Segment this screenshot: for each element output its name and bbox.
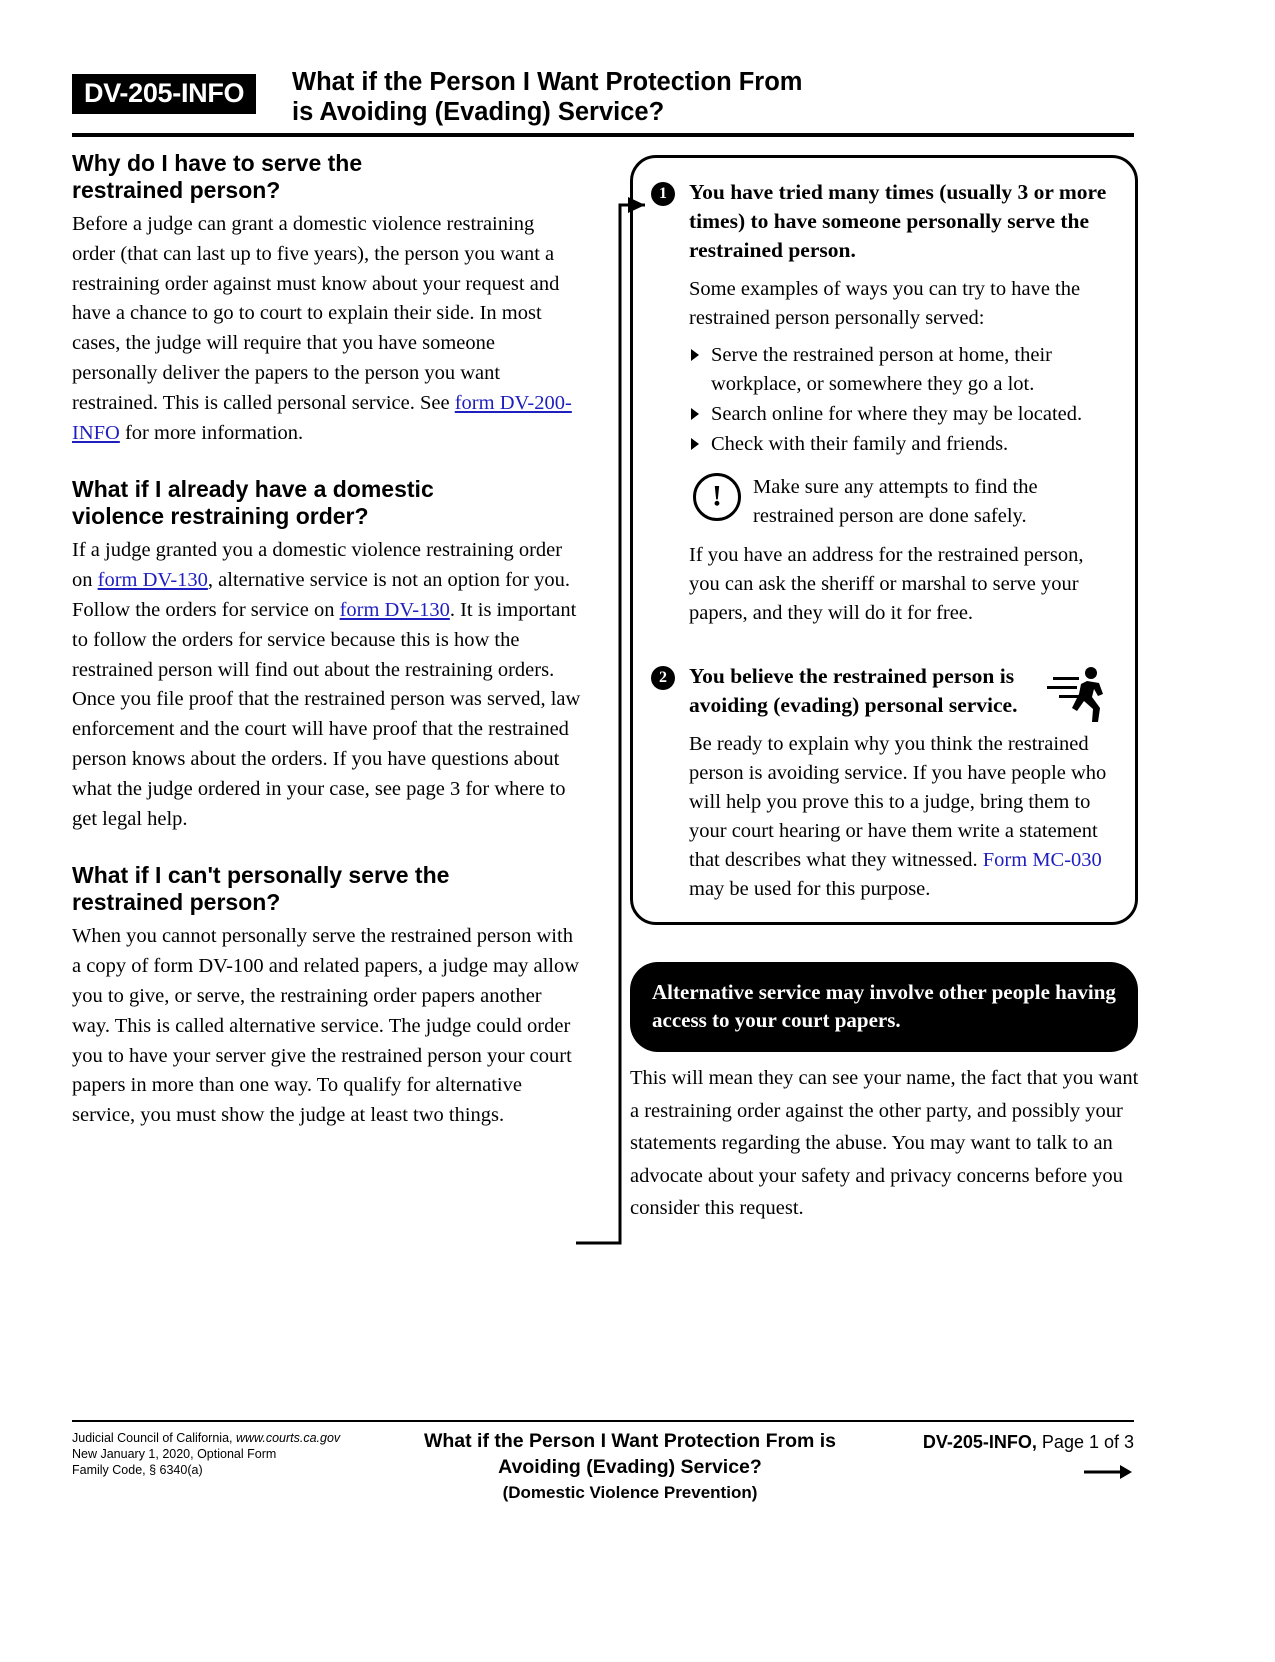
footer-council-text: Judicial Council of California, — [72, 1431, 236, 1445]
list-item-label: Check with their family and friends. — [711, 433, 1009, 455]
section-body-already-have-order — [72, 536, 582, 834]
list-item — [689, 341, 1119, 399]
requirement-1-closing: If you have an address for the restrained person, you can ask the sheriff or marshal to serve your papers, and they will do it for free. — [689, 544, 1084, 624]
triangle-bullet-icon — [691, 408, 699, 420]
body-text-part: for more information. — [119, 421, 304, 444]
footer-code-reference: Family Code, § 6340(a) — [72, 1463, 203, 1477]
link-form-dv-130-first[interactable]: form DV-130 — [97, 569, 208, 592]
section-body-why-serve — [72, 210, 582, 448]
safety-warning — [689, 473, 1119, 531]
body-text-part: . It is important to follow the orders for service because this is how the restrained person will find out about the restraining orders. Once you file proof that the restrained person was served, law enforcement and the court will have proof that the restrained person knows about the orders. If you have questions about what the judge ordered in your case, see page 3 for where to get legal help. — [72, 598, 581, 830]
number-badge-1: 1 — [651, 182, 675, 206]
footer-subtitle: (Domestic Violence Prevention) — [502, 1483, 758, 1502]
footer-divider — [72, 1420, 1134, 1422]
heading-line-1: What if I already have a domestic — [72, 476, 434, 503]
alternative-service-note: This will mean they can see your name, the fact that you want a restraining order against the other party, and possibly your statements regarding the abuse. You may want to talk to an advocate about your safety and privacy concerns before you consider this request. — [630, 1067, 1139, 1219]
section-heading-already-have-order — [72, 476, 582, 530]
list-item-label: Serve the restrained person at home, their workplace, or somewhere they go a lot. — [711, 344, 1052, 395]
body-text-part: If a judge granted you a domestic violence restraining order on — [72, 539, 563, 592]
requirement-item-2 — [651, 662, 1119, 904]
link-form-dv-200-info[interactable]: form DV-200-INFO — [72, 391, 572, 444]
requirements-box — [630, 155, 1138, 925]
link-form-mc-030[interactable]: Form MC-030 — [982, 849, 1102, 871]
section-heading-why-serve — [72, 150, 582, 204]
footer-title-line1: What if the Person I Want Protection From is — [423, 1430, 837, 1452]
requirement-1-lead: You have tried many times (usually 3 or more times) to have someone personally serve the restrained person. — [689, 180, 1107, 262]
requirement-2-lead: You believe the restrained person is avoiding (evading) personal service. — [689, 664, 1018, 717]
list-item-label: Search online for where they may be located. — [711, 403, 1083, 425]
list-item — [689, 430, 1119, 459]
heading-line-1: Why do I have to serve the — [72, 150, 363, 176]
running-person-icon — [1043, 664, 1113, 724]
right-column — [630, 155, 1138, 925]
footer-left-block — [72, 1430, 402, 1478]
requirement-1-intro: Some examples of ways you can try to have the restrained person personally served: — [689, 278, 1081, 329]
footer-title-line2: Avoiding (Evading) Service? — [498, 1456, 762, 1478]
number-badge-2: 2 — [651, 666, 675, 690]
page-title-line1: What if the Person I Want Protection From — [292, 68, 803, 96]
body-text-part: Be ready to explain why you think the restrained person is avoiding service. If you have people who will help you prove this to a judge, bring them to your court hearing or have them write a statement that describes what they witnessed. — [689, 733, 1107, 871]
heading-line-2: violence restraining order? — [72, 503, 369, 530]
document-header — [72, 62, 1132, 134]
footer-website: www.courts.ca.gov — [235, 1431, 341, 1445]
form-number-badge: DV-205-INFO — [72, 74, 256, 114]
page-title — [292, 67, 1122, 127]
footer-center-block — [370, 1428, 890, 1506]
spacer — [72, 448, 582, 476]
triangle-bullet-icon — [691, 349, 699, 361]
requirement-item-1 — [651, 178, 1119, 628]
requirement-1-bullet-list — [689, 341, 1119, 459]
triangle-bullet-icon — [691, 438, 699, 450]
left-column — [72, 150, 582, 1131]
body-text-part: Before a judge can grant a domestic violence restraining order (that can last up to five years), the person you want a restraining order against must know about your request and have a chance to go to court to explain their side. In most cases, the judge will require that you have someone personally deliver the papers to the person you want restrained. This is called personal service. See — [72, 213, 560, 414]
next-page-arrow-icon — [1082, 1460, 1134, 1484]
spacer — [72, 834, 582, 862]
footer-right-block — [860, 1430, 1134, 1454]
footer-revision-date: New January 1, 2020, Optional Form — [72, 1447, 277, 1461]
heading-line-1: What if I can't personally serve the — [72, 862, 450, 889]
footer-council-line — [72, 1430, 402, 1446]
footer-page-info — [860, 1430, 1134, 1454]
requirement-2-body — [689, 730, 1119, 904]
heading-line-2: restrained person? — [72, 889, 281, 916]
header-divider — [72, 133, 1134, 137]
safety-warning-text: Make sure any attempts to find the restrained person are done safely. — [753, 476, 1038, 527]
list-item — [689, 400, 1119, 429]
page-title-line2: is Avoiding (Evading) Service? — [292, 98, 665, 126]
exclamation-circle-icon — [693, 473, 741, 521]
link-form-dv-130-second[interactable]: form DV-130 — [339, 598, 450, 621]
heading-line-2: restrained person? — [72, 177, 281, 203]
footer-page-number: Page 1 of 3 — [1036, 1432, 1134, 1452]
body-text-part: may be used for this purpose. — [689, 878, 931, 900]
footer-form-number: DV-205-INFO, — [922, 1432, 1037, 1452]
section-heading-cant-personally-serve — [72, 862, 582, 916]
section-body-cant-personally-serve: When you cannot personally serve the restrained person with a copy of form DV-100 and related papers, a judge may allow you to give, or serve, the restraining order papers another way. This is called alternative service. The judge could order you to have your server give the restrained person your court papers in more than one way. To qualify for alternative service, you must show the judge at least two things. — [72, 925, 580, 1127]
alternative-service-callout: Alternative service may involve other people having access to your court papers. — [630, 962, 1138, 1052]
body-text-part: , alternative service is not an option for you. Follow the orders for service on — [72, 569, 570, 621]
